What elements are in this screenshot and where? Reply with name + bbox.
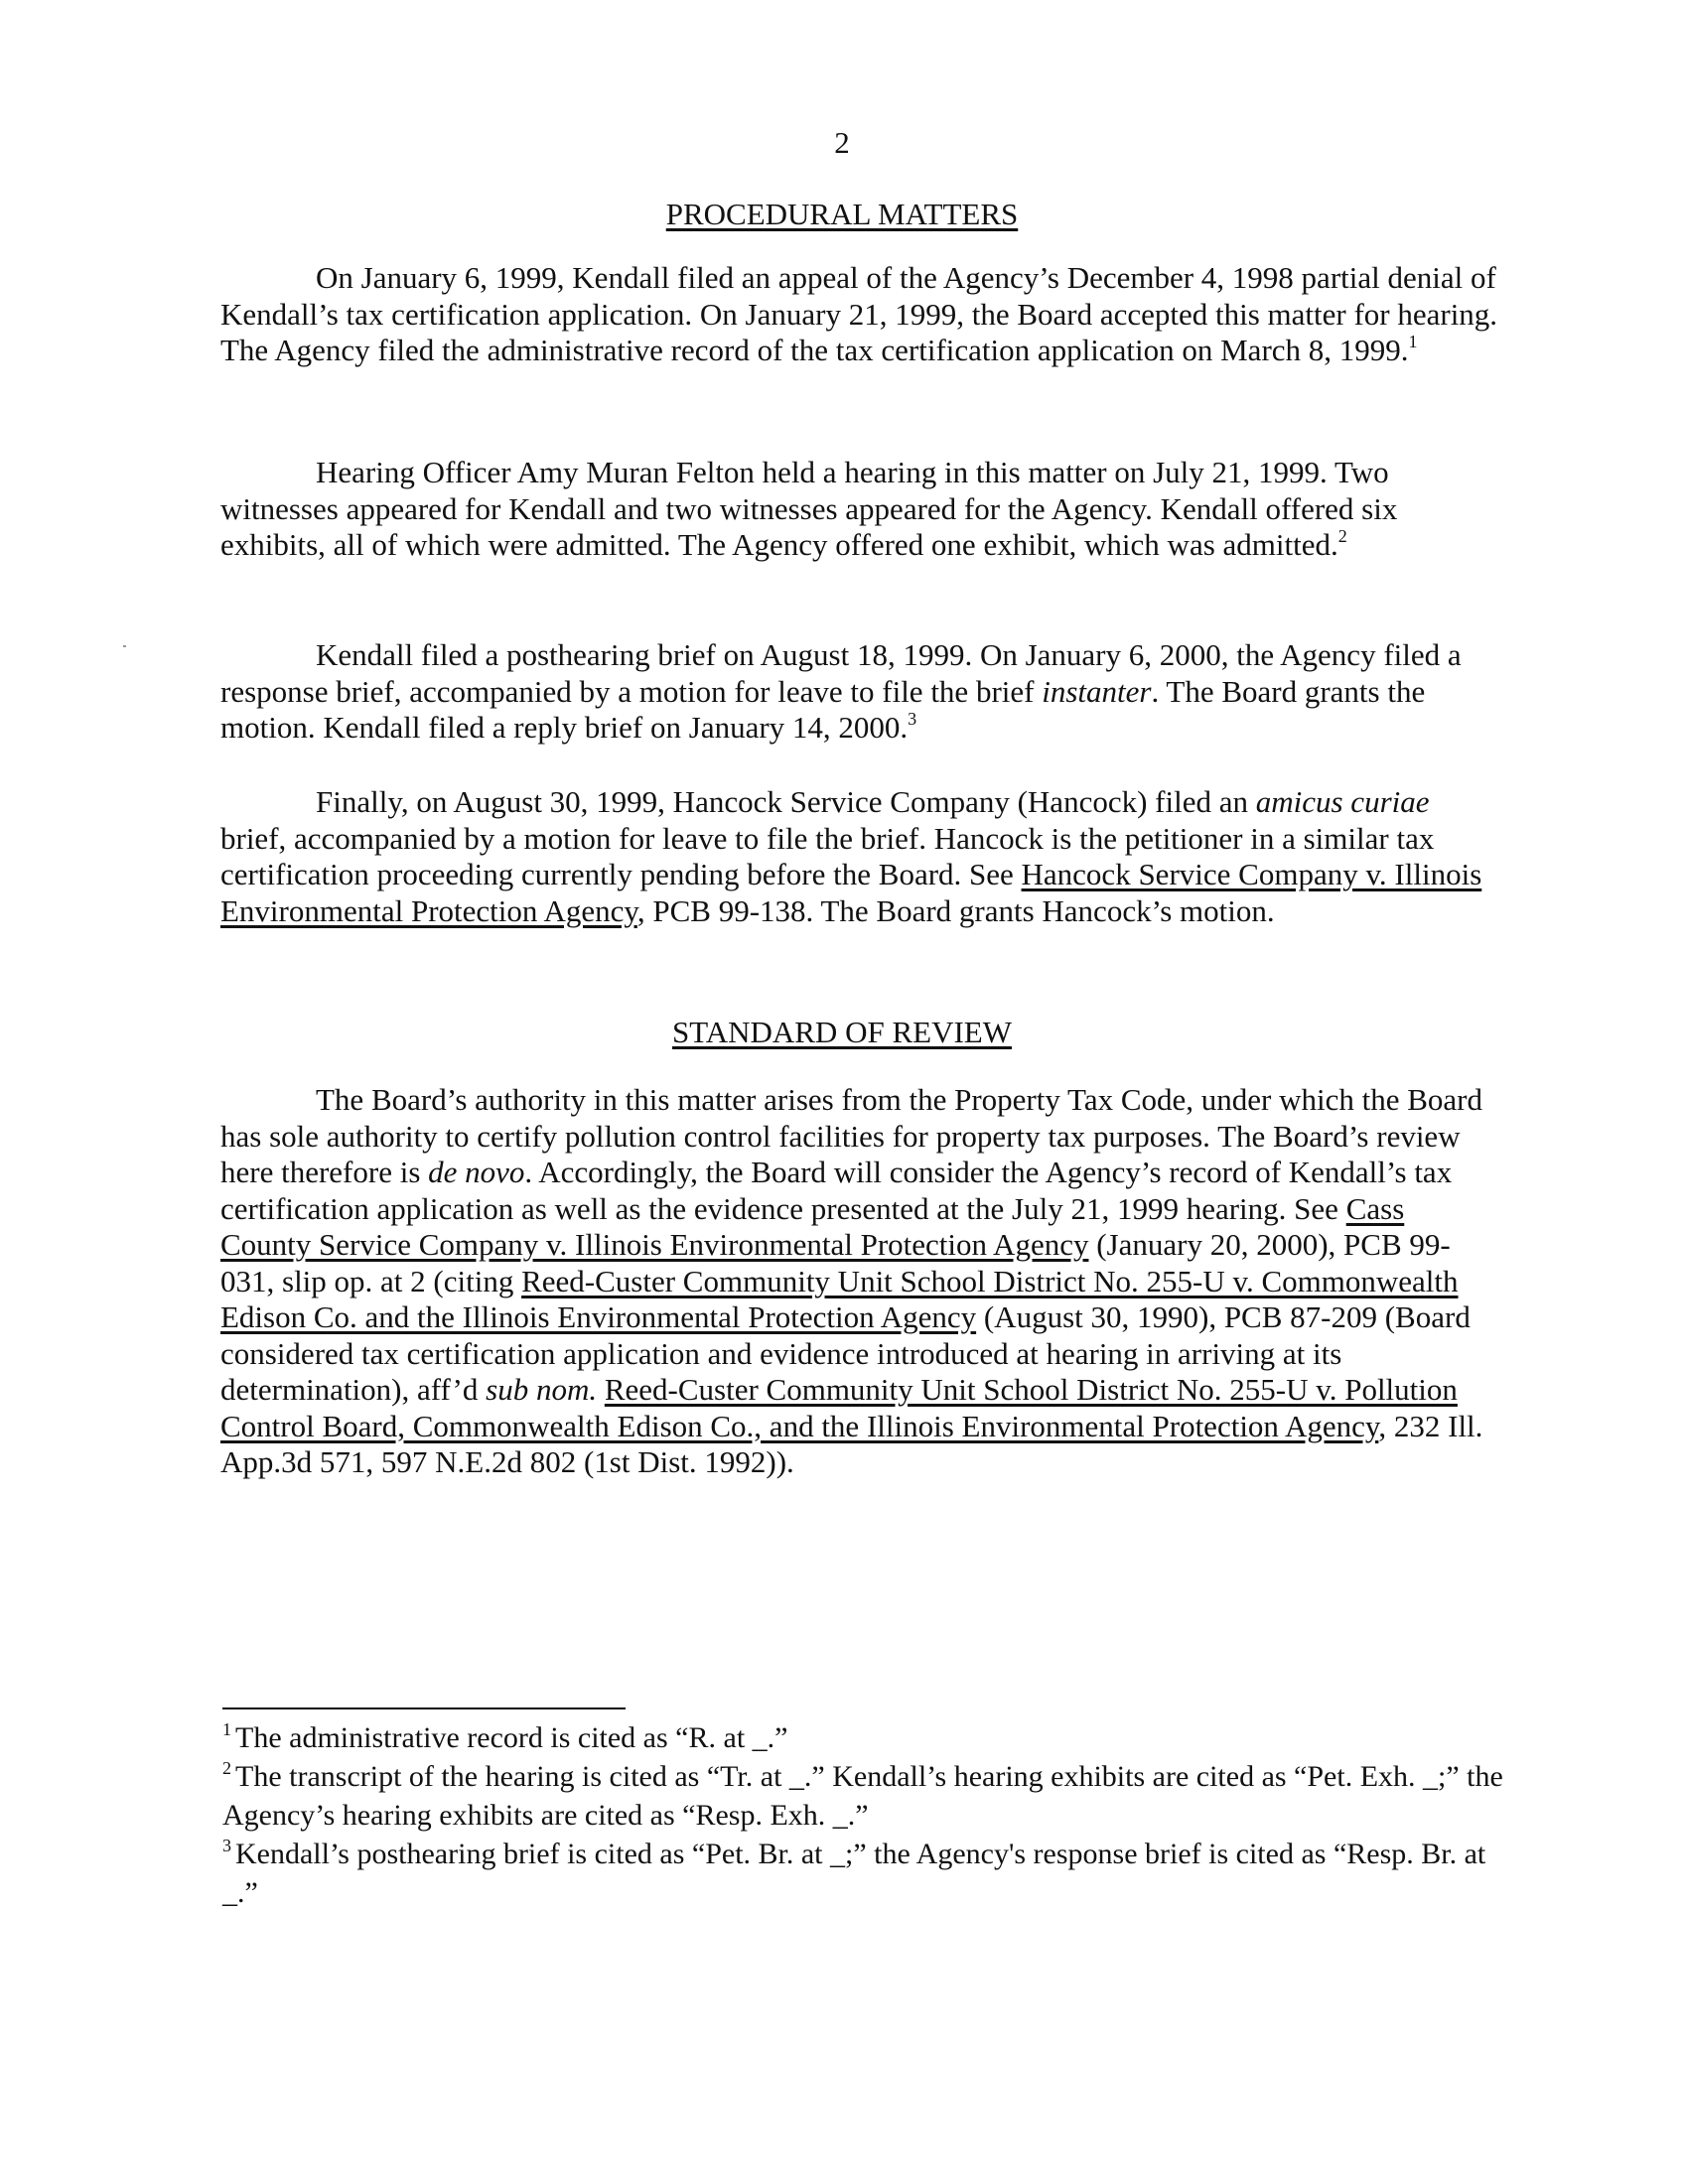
paragraph-amicus [220, 784, 1501, 929]
paragraph-text: Kendall filed a posthearing brief on August 18, 1999. On January 6, 2000, the Agency filed a response brief, accompanied by a motion for leave to file the brief [220, 637, 1462, 709]
italic-term: amicus curiae [1255, 784, 1430, 819]
paragraph-text: Finally, on August 30, 1999, Hancock Service Company (Hancock) filed an [316, 784, 1256, 819]
footnote-text: Kendall’s posthearing brief is cited as “Pet. Br. at _;” the Agency's response brief is cited as “Resp. Br. at _.” [222, 1838, 1486, 1909]
footnote-ref-3: 3 [908, 709, 917, 729]
paragraph-text: Hearing Officer Amy Muran Felton held a hearing in this matter on July 21, 1999. Two witnesses appeared for Kendall and two witnesses appeared for the Agency. Kendall offered six exhibits, all of which were admitted. The Agency offered one exhibit, which was admitted. [220, 455, 1398, 562]
italic-term: de novo [428, 1155, 525, 1189]
case-citation: Reed-Custer Community Unit School District No. 255-U v. Commonwealth Edison Co. and the Illinois Environmental Protection Agency [220, 1263, 1459, 1334]
paragraph-text: brief, accompanied by a motion for leave to file the brief. Hancock is the petitioner in a similar tax certification proceeding currently pending before the Board. See [220, 820, 1435, 891]
footnote-1 [222, 1719, 1503, 1758]
paragraph-text: , PCB 99-138. The Board grants Hancock’s motion. [636, 892, 1275, 928]
paragraph-text: . The Board grants the motion. Kendall filed a reply brief on January 14, 2000. [220, 673, 1426, 745]
paragraph-briefs [220, 637, 1501, 747]
italic-term: instanter [1042, 673, 1152, 709]
footnote-text: The administrative record is cited as “R. at _.” [235, 1721, 788, 1754]
paragraph-text: (August 30, 1990), PCB 87-209 (Board considered tax certification application and evidence introduced at hearing in arriving at its determination), aff’d [220, 1299, 1471, 1407]
footnote-2 [222, 1758, 1503, 1835]
footnote-ref-1: 1 [1408, 332, 1418, 351]
paragraph-hearing [220, 455, 1501, 564]
paragraph-text: . Accordingly, the Board will consider the Agency’s record of Kendall’s tax certification application as well as the evidence presented at the July 21, 1999 hearing. See [220, 1155, 1453, 1226]
heading-procedural-matters: PROCEDURAL MATTERS [665, 197, 1019, 231]
footnote-text: The transcript of the hearing is cited as “Tr. at _.” Kendall’s hearing exhibits are cited as “Pet. Exh. _;” the Agency’s hearing exhibits are cited as “Resp. Exh. _.” [222, 1760, 1503, 1832]
paragraph-appeal-filed [220, 260, 1501, 369]
case-citation: Cass County Service Company v. Illinois Environmental Protection Agency [220, 1190, 1405, 1262]
italic-term: sub nom. [486, 1372, 598, 1407]
paragraph-text: On January 6, 1999, Kendall filed an appeal of the Agency’s December 4, 1998 partial denial of Kendall’s tax certification application. On January 21, 1999, the Board accepted this matter for hearing. The Agency filed the administrative record of the tax certification application on March 8, 1999. [220, 260, 1498, 367]
footnote-ref-2: 2 [1337, 526, 1347, 546]
paragraph-text [597, 1372, 605, 1407]
heading-standard-of-review: STANDARD OF REVIEW [672, 1015, 1012, 1049]
footnote-number: 3 [222, 1836, 231, 1855]
case-citation: Hancock Service Company v. Illinois Environmental Protection Agency [220, 857, 1482, 928]
page-number: 2 [834, 125, 850, 160]
paragraph-text: , 232 Ill. App.3d 571, 597 N.E.2d 802 (1st Dist. 1992)). [220, 1408, 1483, 1479]
scan-speck [123, 645, 126, 647]
footnote-number: 1 [222, 1719, 231, 1739]
paragraph-text: The Board’s authority in this matter arises from the Property Tax Code, under which the Board has sole authority to certify pollution control facilities for property tax purposes. The Board’s review here therefore is [220, 1082, 1482, 1189]
paragraph-standard-of-review [220, 1082, 1501, 1481]
footnote-divider [222, 1707, 626, 1709]
case-citation: Reed-Custer Community Unit School District No. 255-U v. Pollution Control Board, Commonwealth Edison Co., and the Illinois Environmental Protection Agency [220, 1372, 1458, 1443]
footnote-3 [222, 1836, 1503, 1912]
paragraph-text: (January 20, 2000), PCB 99-031, slip op. at 2 (citing [220, 1227, 1451, 1298]
footnote-number: 2 [222, 1758, 231, 1778]
